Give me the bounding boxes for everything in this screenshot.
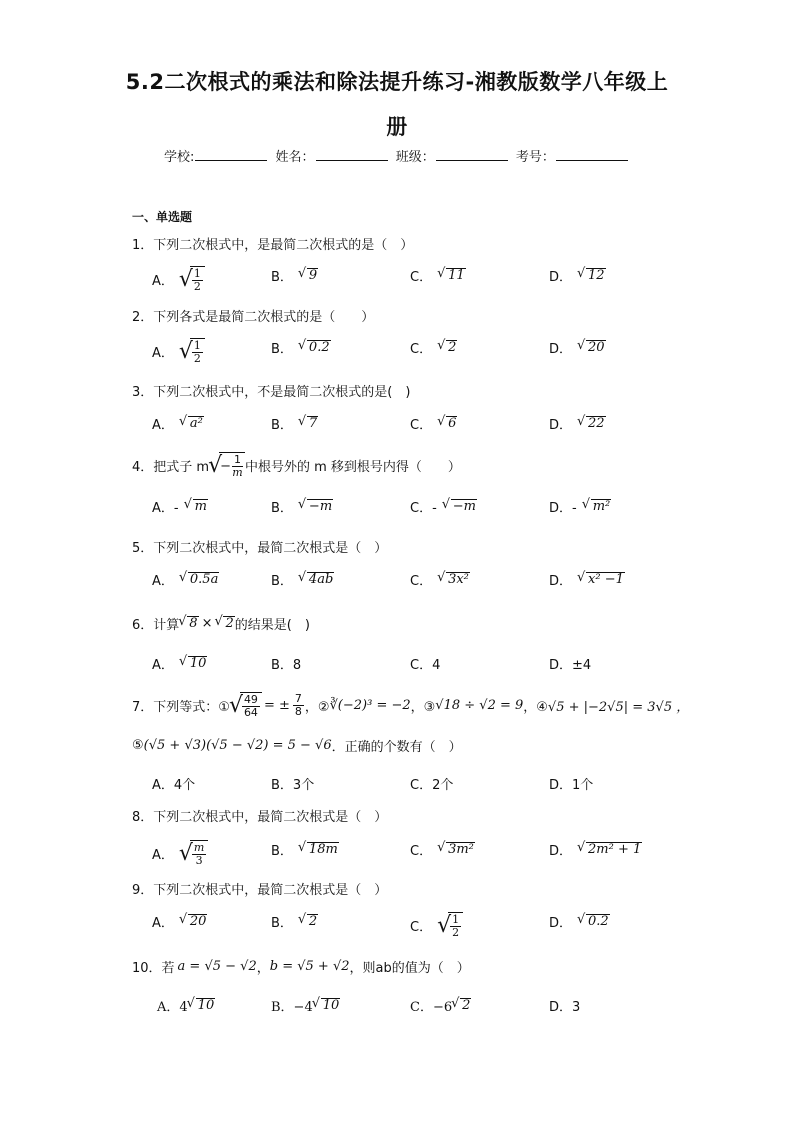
question-3-stem: 3．下列二次根式中，不是最简二次根式的是( ) [132,385,411,400]
q1-option-a[interactable]: A． √ $\frac{1}{2}$ [152,266,205,293]
q3-option-c[interactable]: C． √ 6 [410,414,457,433]
q10-option-a[interactable]: A．4 √ 10 [157,996,215,1015]
page-title: 5.2二次根式的乘法和除法提升练习-湘教版数学八年级上 [125,70,669,94]
question-7-options [152,774,652,802]
q4-option-a[interactable]: A．- √ m [152,497,208,516]
class-blank[interactable] [436,149,508,161]
q6-option-d[interactable]: D．±4 [549,658,592,673]
question-1-options [152,266,652,294]
q9-option-b[interactable]: B． √ 2 [271,912,318,931]
q9-option-d[interactable]: D． √ 0.2 [549,912,610,931]
q1-option-c[interactable]: C． √ 11 [410,266,466,285]
q5-option-b[interactable]: B． √ 4ab [271,570,334,589]
q6-option-b[interactable]: B．8 [271,658,302,673]
question-2-stem: 2．下列各式是最简二次根式的是（ ） [132,310,375,325]
question-10-stem: 10．若 a = √5 − √2 ， b = √5 + √2 ，则ab的值为（ ） [132,959,470,976]
question-8-stem: 8．下列二次根式中，最简二次根式是（ ） [132,810,388,825]
q9-option-a[interactable]: A． √ 20 [152,912,207,931]
student-info-line [164,146,632,165]
question-6-stem: 6．计算 √ 8 × √ 2 的结果是( ) [132,614,310,633]
class-label: 班级： [395,150,435,165]
name-label: 姓名： [275,150,315,165]
q10-option-d[interactable]: D．3 [549,1000,581,1015]
q9-option-c[interactable]: C． √ $\frac{1}{2}$ [410,912,463,939]
question-5-stem: 5．下列二次根式中，最简二次根式是（ ） [132,541,388,556]
q7-option-c[interactable]: C．2个 [410,778,454,793]
section-heading: 一、单选题 [132,210,193,224]
q4-option-c[interactable]: C．- √ −m [410,497,477,516]
question-10-options [157,996,657,1024]
q3-option-d[interactable]: D． √ 22 [549,414,606,433]
q2-option-c[interactable]: C． √ 2 [410,338,457,357]
q4-option-d[interactable]: D．- √ m² [549,497,611,516]
question-2-options [152,338,652,366]
number-blank[interactable] [556,149,628,161]
page-title-continued: 册 [386,115,408,139]
number-label: 考号： [515,150,555,165]
q8-option-b[interactable]: B． √ 18m [271,840,339,859]
question-7-stem-line-2: ⑤ (√5 + √3)(√5 − √2) = 5 − √6 ．正确的个数有（ ） [132,738,462,755]
question-9-stem: 9．下列二次根式中，最简二次根式是（ ） [132,883,388,898]
question-4-stem: 4．把式子 m √ − $\frac{1}{m}$ 中根号外的 m 移到根号内得（ ） [132,452,461,479]
q7-option-d[interactable]: D．1个 [549,778,594,793]
question-1-stem: 1．下列二次根式中，是最简二次根式的是（ ） [132,238,414,253]
question-6-options [152,654,652,682]
name-blank[interactable] [316,149,388,161]
q1-option-b[interactable]: B． √ 9 [271,266,318,285]
q8-option-a[interactable]: A． √ $\frac{m}{3}$ [152,840,208,867]
q10-option-c[interactable]: C．−6 √ 2 [410,996,471,1015]
q6-option-c[interactable]: C．4 [410,658,441,673]
q5-option-c[interactable]: C． √ 3x² [410,570,470,589]
school-blank[interactable] [195,149,267,161]
q3-option-b[interactable]: B． √ 7 [271,414,318,433]
q8-option-c[interactable]: C． √ 3m² [410,840,475,859]
q3-option-a[interactable]: A． √ a² [152,414,204,433]
q2-option-a[interactable]: A． √ $\frac{1}{2}$ [152,338,205,365]
q5-option-a[interactable]: A． √ 0.5a [152,570,219,589]
question-8-options [152,840,652,868]
q7-option-b[interactable]: B．3个 [271,778,315,793]
q2-option-b[interactable]: B． √ 0.2 [271,338,331,357]
question-3-options [152,414,652,442]
q10-option-b[interactable]: B．−4 √ 10 [271,996,340,1015]
q6-option-a[interactable]: A． √ 10 [152,654,207,673]
q4-option-b[interactable]: B． √ −m [271,497,333,516]
question-5-options [152,570,652,598]
question-7-stem-line-1: 7．下列等式：① √ $\frac{49}{64}$ = ± $\frac{7}{8}$ ，② ∛(−2)³ = −2 ，③ √18 ÷ √2 = 9 ，④ √5 + |−2√5| = 3√5 ， [132,692,689,719]
question-9-options [152,912,652,940]
q8-option-d[interactable]: D． √ 2m² + 1 [549,840,642,859]
q1-option-d[interactable]: D． √ 12 [549,266,606,285]
question-4-options [152,497,652,525]
q5-option-d[interactable]: D． √ x² −1 [549,570,625,589]
q2-option-d[interactable]: D． √ 20 [549,338,606,357]
q7-option-a[interactable]: A．4个 [152,778,196,793]
school-label: 学校: [164,150,195,165]
